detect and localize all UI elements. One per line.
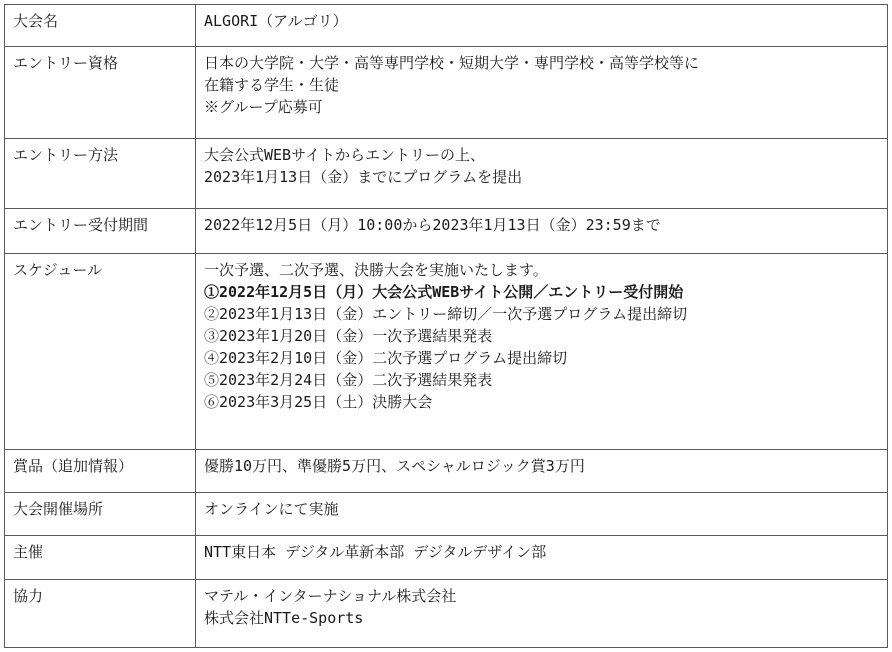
row-label-entry-method: エントリー方法 (5, 139, 196, 209)
table-row (5, 47, 888, 139)
row-label-cooperation: 協力 (5, 580, 196, 648)
value-line: ※グループ応募可 (204, 98, 323, 116)
table-row (5, 5, 888, 47)
value-line: NTT東日本 デジタル革新本部 デジタルデザイン部 (204, 543, 547, 561)
table-row (5, 254, 888, 450)
row-value-competition-name (196, 5, 888, 47)
value-line: 2022年12月5日（月）10:00から2023年1月13日（金）23:59まで (204, 216, 661, 234)
row-label-competition-name: 大会名 (5, 5, 196, 47)
value-line: ⑤2023年2月24日（金）二次予選結果発表 (204, 371, 493, 389)
value-line: ④2023年2月10日（金）二次予選プログラム提出締切 (204, 349, 568, 367)
value-line: ⑥2023年3月25日（土）決勝大会 (204, 393, 433, 411)
row-value-entry-method (196, 139, 888, 209)
value-line: 優勝10万円、準優勝5万円、スペシャルロジック賞3万円 (204, 457, 585, 475)
table-row (5, 493, 888, 536)
row-value-prizes (196, 450, 888, 493)
value-line: ALGORI（アルゴリ） (204, 12, 348, 30)
value-line: 2023年1月13日（金）までにプログラムを提出 (204, 168, 523, 186)
table-row (5, 139, 888, 209)
value-line: ①2022年12月5日（月）大会公式WEBサイト公開／エントリー受付開始 (204, 283, 684, 301)
row-value-venue (196, 493, 888, 536)
value-line: マテル・インターナショナル株式会社 (204, 587, 457, 605)
value-line: 日本の大学院・大学・高等専門学校・短期大学・専門学校・高等学校等に (204, 54, 700, 72)
row-value-cooperation (196, 580, 888, 648)
row-label-organizer: 主催 (5, 536, 196, 580)
row-value-organizer (196, 536, 888, 580)
row-value-schedule (196, 254, 888, 450)
row-label-eligibility: エントリー資格 (5, 47, 196, 139)
table-row (5, 209, 888, 254)
row-label-schedule: スケジュール (5, 254, 196, 450)
event-info-table (4, 4, 888, 648)
value-line: 一次予選、二次予選、決勝大会を実施いたします。 (204, 261, 548, 279)
row-value-eligibility (196, 47, 888, 139)
row-label-prizes: 賞品（追加情報） (5, 450, 196, 493)
value-line: オンラインにて実施 (204, 500, 339, 518)
table-row (5, 580, 888, 648)
row-value-entry-period (196, 209, 888, 254)
value-line: 在籍する学生・生徒 (204, 76, 340, 94)
value-line: ②2023年1月13日（金）エントリー締切／一次予選プログラム提出締切 (204, 305, 688, 323)
value-line: 株式会社NTTe-Sports (204, 609, 364, 627)
table-row (5, 450, 888, 493)
row-label-entry-period: エントリー受付期間 (5, 209, 196, 254)
table-row (5, 536, 888, 580)
value-line: ③2023年1月20日（金）一次予選結果発表 (204, 327, 493, 345)
value-line: 大会公式WEBサイトからエントリーの上、 (204, 146, 486, 164)
row-label-venue: 大会開催場所 (5, 493, 196, 536)
